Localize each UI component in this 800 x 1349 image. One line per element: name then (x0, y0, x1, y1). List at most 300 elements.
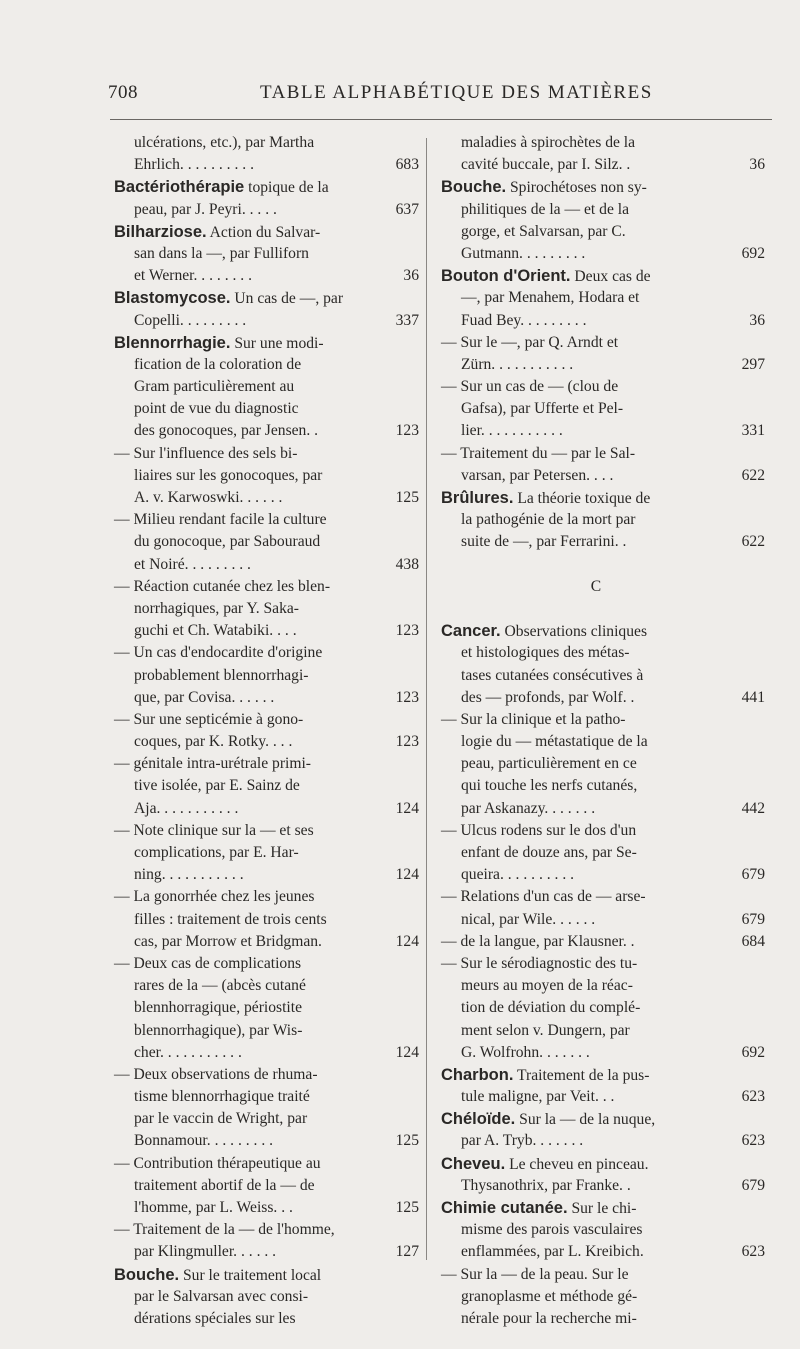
index-line (114, 953, 404, 975)
entry-body: — Ulcus rodens sur le dos d'un (441, 821, 637, 839)
index-line (114, 687, 419, 709)
entry-body: Sur le traitement local (179, 1266, 322, 1284)
entry-body: tive isolée, par E. Sainz de (134, 777, 300, 795)
index-line (114, 199, 419, 221)
entry-body: La théorie toxique de (513, 490, 651, 507)
entry-text (114, 886, 314, 908)
page-reference: 125 (395, 1132, 419, 1150)
column-divider (426, 138, 427, 1260)
entry-text (134, 687, 274, 709)
entry-body: l'homme, par L. Weiss. . . (134, 1199, 293, 1216)
entry-body: — génitale intra-urétrale primi- (114, 755, 312, 773)
left-column (114, 132, 419, 1330)
entry-body: et histologiques des métas- (461, 644, 630, 662)
index-line (441, 1153, 751, 1175)
entry-text (134, 465, 322, 487)
entry-text (134, 199, 277, 221)
index-line (114, 864, 419, 886)
page-header (0, 82, 800, 112)
entry-text (114, 753, 311, 775)
index-line (114, 1086, 404, 1108)
entry-body: Bonnamour. . . . . . . . . (134, 1132, 274, 1150)
entry-heading: Bouche. (114, 1265, 180, 1284)
index-line (441, 864, 765, 886)
entry-body: coques, par K. Rotky. . . . (134, 733, 293, 751)
page-reference: 337 (395, 311, 419, 329)
entry-text (441, 931, 635, 953)
entry-body: philitiques de la — et de la (461, 200, 630, 218)
entry-heading: Chéloïde. (441, 1110, 516, 1129)
entry-body: ment selon v. Dungern, par (461, 1021, 630, 1039)
entry-text (461, 132, 635, 154)
entry-text (461, 243, 585, 265)
index-line (114, 1286, 404, 1308)
index-line (441, 376, 751, 398)
entry-body: Gafsa), par Ufferte et Pel- (461, 400, 624, 418)
index-line (114, 487, 419, 509)
index-line (441, 487, 751, 509)
index-line (441, 620, 751, 642)
entry-text (114, 709, 303, 731)
index-line (441, 221, 751, 243)
page-reference: 123 (395, 733, 419, 751)
entry-text (441, 1264, 629, 1286)
entry-text (114, 1264, 321, 1287)
index-line (114, 709, 404, 731)
entry-heading: Bouche. (441, 178, 507, 197)
entry-body: nical, par Wile. . . . . . (461, 910, 596, 928)
entry-body: san dans la —, par Fulliforn (134, 244, 309, 262)
index-line (114, 997, 404, 1019)
entry-text (114, 820, 314, 842)
entry-body: — de la langue, par Klausner. . (441, 932, 635, 950)
index-line (114, 975, 404, 997)
entry-text (441, 376, 618, 398)
entry-body: nérale pour la recherche mi- (461, 1309, 637, 1327)
index-line (114, 420, 419, 442)
entry-body: Sur une modi- (230, 334, 324, 352)
entry-body: — Un cas d'endocardite d'origine (114, 644, 323, 662)
entry-body: topique de la (244, 179, 329, 197)
entry-body: suite de —, par Ferrarini. . (461, 533, 627, 551)
entry-text (441, 176, 647, 199)
entry-text (134, 775, 300, 797)
page-reference: 679 (741, 1176, 765, 1194)
index-line (441, 443, 751, 465)
index-line (441, 354, 765, 376)
index-line (441, 709, 751, 731)
entry-text (134, 598, 299, 620)
index-line (441, 1241, 765, 1263)
page-reference: 623 (741, 1132, 765, 1150)
entry-body: — Sur l'influence des sels bi- (114, 444, 298, 462)
index-line (114, 1308, 404, 1330)
index-line (441, 1308, 751, 1330)
index-line (441, 576, 751, 598)
entry-text (114, 332, 324, 355)
entry-text (461, 287, 639, 309)
page-reference: 36 (749, 311, 765, 329)
entry-body: logie du — métastatique de la (461, 733, 648, 751)
entry-body: Spirochétoses non sy- (506, 179, 647, 197)
entry-text (134, 354, 301, 376)
index-line (114, 287, 404, 309)
index-line (114, 775, 404, 797)
index-line (441, 775, 751, 797)
entry-text (134, 554, 251, 576)
index-line (441, 642, 751, 664)
entry-text (461, 975, 633, 997)
index-line (441, 1286, 751, 1308)
index-line (114, 753, 404, 775)
entry-text (134, 620, 297, 642)
index-line (441, 731, 751, 753)
entry-heading: Blennorrhagie. (114, 333, 231, 352)
entry-text (461, 687, 634, 709)
entry-text (461, 420, 563, 442)
index-line (441, 798, 765, 820)
index-line (114, 909, 404, 931)
entry-body: ning. . . . . . . . . . . (134, 866, 244, 884)
entry-body: la pathogénie de la mort par (461, 511, 636, 529)
index-line (114, 598, 404, 620)
page-reference: 36 (403, 267, 419, 285)
entry-body: par Askanazy. . . . . . . (461, 799, 596, 817)
index-line (441, 1064, 751, 1086)
page-reference: 637 (395, 200, 419, 218)
entry-text (441, 886, 646, 908)
entry-body: — Sur la — de la peau. Sur le (441, 1265, 629, 1283)
page-reference: 127 (395, 1243, 419, 1261)
entry-text (461, 1042, 590, 1064)
entry-heading: Cheveu. (441, 1154, 506, 1173)
index-line (114, 376, 404, 398)
page-reference: 692 (741, 1043, 765, 1061)
index-line (114, 931, 419, 953)
entry-body: — Note clinique sur la — et ses (114, 821, 314, 839)
entry-body: filles : traitement de trois cents (134, 910, 327, 928)
index-line (114, 1241, 419, 1263)
entry-body: granoplasme et méthode gé- (461, 1287, 638, 1305)
entry-body: — Sur un cas de — (clou de (441, 378, 619, 396)
entry-body: des gonocoques, par Jensen. . (134, 422, 319, 440)
entry-text (114, 176, 329, 199)
index-line (441, 1175, 765, 1197)
index-line (441, 287, 751, 309)
index-line (441, 753, 751, 775)
entry-body: — Relations d'un cas de — arse- (441, 888, 646, 906)
index-line (114, 665, 404, 687)
entry-text (134, 997, 302, 1019)
index-line (441, 531, 765, 553)
entry-text (114, 1153, 321, 1175)
entry-body: maladies à spirochètes de la (461, 134, 636, 151)
index-line (441, 1130, 765, 1152)
index-line (441, 398, 751, 420)
index-line (441, 820, 751, 842)
entry-text (461, 1219, 642, 1241)
entry-body: C (590, 577, 602, 595)
entry-body: blennhorragique, périostite (134, 999, 303, 1017)
entry-body: tion de déviation du complé- (461, 999, 641, 1017)
entry-text (461, 642, 629, 664)
index-line (114, 509, 404, 531)
entry-text (441, 820, 636, 842)
entry-body: par le vaccin de Wright, par (134, 1110, 308, 1128)
index-line (114, 398, 404, 420)
entry-text (441, 1197, 636, 1220)
entry-body: — Sur le sérodiagnostic des tu- (441, 954, 638, 972)
entry-text (134, 1286, 308, 1308)
page-reference: 438 (395, 555, 419, 573)
page-reference: 442 (741, 799, 765, 817)
entry-body: du gonocoque, par Sabouraud (134, 533, 321, 551)
entry-text (134, 420, 318, 442)
page-reference: 123 (395, 688, 419, 706)
entry-body: gorge, et Salvarsan, par C. (461, 222, 626, 240)
index-line (441, 420, 765, 442)
index-line (114, 642, 404, 664)
entry-text (134, 487, 282, 509)
entry-heading: Bouton d'Orient. (441, 267, 571, 286)
index-line (114, 354, 404, 376)
entry-body: liaires sur les gonocoques, par (134, 466, 323, 484)
entry-text (134, 798, 238, 820)
entry-body: guchi et Ch. Watabiki. . . . (134, 622, 297, 640)
entry-heading: Blastomycose. (114, 289, 231, 308)
entry-text (114, 443, 297, 465)
index-line (441, 509, 751, 531)
index-line (441, 886, 751, 908)
entry-text (461, 842, 637, 864)
index-line (441, 1264, 751, 1286)
entry-body: Ehrlich. . . . . . . . . . (134, 156, 254, 174)
page-reference: 124 (395, 1043, 419, 1061)
entry-text (441, 576, 751, 598)
entry-text (134, 398, 299, 420)
entry-text (461, 199, 629, 221)
entry-body: G. Wolfrohn. . . . . . . (461, 1043, 590, 1061)
entry-text (461, 997, 640, 1019)
entry-body: dérations spéciales sur les (134, 1309, 296, 1327)
entry-text (461, 864, 574, 886)
page-reference: 683 (395, 156, 419, 174)
entry-body: enflammées, par L. Kreibich. (461, 1243, 644, 1261)
page-reference: 692 (741, 244, 765, 262)
entry-text (134, 531, 320, 553)
index-line (441, 687, 765, 709)
index-line (114, 1153, 404, 1175)
entry-body: par le Salvarsan avec consi- (134, 1287, 309, 1305)
entry-text (114, 1219, 335, 1241)
index-line (441, 1197, 751, 1219)
index-line (114, 1108, 404, 1130)
entry-text (461, 354, 573, 376)
index-line (114, 886, 404, 908)
entry-body: tule maligne, par Veit. . . (461, 1088, 615, 1106)
entry-body: Traitement de la pus- (513, 1066, 650, 1084)
entry-body: cavité buccale, par I. Silz. . (461, 156, 631, 174)
entry-text (441, 709, 625, 731)
index-line (114, 576, 404, 598)
index-line (441, 176, 751, 198)
entry-text (461, 798, 595, 820)
index-line (114, 1264, 404, 1286)
page-reference: 123 (395, 422, 419, 440)
entry-text (461, 310, 586, 332)
index-line (441, 154, 765, 176)
entry-body: rares de la — (abcès cutané (134, 977, 306, 995)
entry-body: — Traitement de la — de l'homme, (114, 1221, 335, 1239)
index-line (441, 598, 751, 620)
entry-body: Action du Salvar- (206, 223, 321, 241)
index-line (114, 1219, 404, 1241)
index-line (441, 1219, 751, 1241)
index-line (441, 975, 751, 997)
entry-body: que, par Covisa. . . . . . (134, 688, 275, 706)
entry-heading: Brûlures. (441, 489, 514, 507)
entry-text (461, 753, 637, 775)
page-reference: 36 (749, 156, 765, 174)
entry-text (134, 842, 299, 864)
entry-body: tisme blennorrhagique traité (134, 1088, 310, 1106)
entry-text (134, 154, 254, 176)
page-reference: 124 (395, 866, 419, 884)
entry-text (134, 1130, 273, 1152)
page-reference: 125 (395, 489, 419, 506)
index-line (441, 842, 751, 864)
entry-body: —, par Menahem, Hodara et (461, 289, 640, 307)
index-line (114, 176, 404, 198)
index-line (114, 554, 419, 576)
entry-text (461, 1020, 630, 1042)
page-reference: 124 (395, 799, 419, 817)
entry-body: — Sur la clinique et la patho- (441, 710, 626, 728)
index-line (441, 332, 751, 354)
entry-text (114, 953, 301, 975)
index-line (441, 931, 765, 953)
index-line (441, 953, 751, 975)
entry-text (134, 1086, 310, 1108)
entry-text (461, 154, 630, 176)
entry-heading: Chimie cutanée. (441, 1199, 568, 1217)
entry-body: qui touche les nerfs cutanés, (461, 777, 638, 795)
index-line (441, 909, 765, 931)
index-line (114, 332, 404, 354)
entry-text (461, 509, 636, 531)
entry-text (441, 1064, 649, 1087)
entry-text (461, 1286, 637, 1308)
entry-text (461, 531, 626, 553)
entry-body: ulcérations, etc.), par Martha (134, 134, 315, 151)
entry-body: par Klingmuller. . . . . . (134, 1243, 277, 1261)
entry-body: Copelli. . . . . . . . . (134, 311, 247, 329)
entry-body: traitement abortif de la — de (134, 1176, 315, 1194)
entry-body: — Sur le —, par Q. Arndt et (441, 333, 619, 351)
entry-body: queira. . . . . . . . . . (461, 866, 575, 884)
entry-body: cher. . . . . . . . . . . (134, 1043, 242, 1061)
entry-body: — Deux observations de rhuma- (114, 1065, 318, 1083)
page-reference: 622 (741, 533, 765, 551)
entry-body: Zürn. . . . . . . . . . . (461, 355, 574, 373)
entry-body: Observations cliniques (500, 623, 648, 641)
index-line (114, 443, 404, 465)
entry-text (134, 665, 309, 687)
right-column (441, 132, 765, 1330)
index-line (441, 132, 751, 154)
running-title: TABLE ALPHABÉTIQUE DES MATIÈRES (260, 82, 653, 103)
entry-body: meurs au moyen de la réac- (461, 977, 633, 995)
entry-text (461, 398, 623, 420)
entry-body: — Traitement du — par le Sal- (441, 444, 636, 462)
entry-text (441, 487, 650, 510)
entry-heading: Bilharziose. (114, 222, 207, 241)
entry-body: misme des parois vasculaires (461, 1221, 643, 1239)
entry-body: cas, par Morrow et Bridgman. (134, 932, 322, 950)
entry-text (114, 1064, 318, 1086)
entry-text (134, 909, 327, 931)
index-line (441, 554, 751, 576)
entry-body: — Deux cas de complications (114, 954, 302, 972)
entry-body: Deux cas de (570, 268, 651, 286)
index-line (114, 310, 419, 332)
entry-body: Sur le chi- (567, 1200, 637, 1217)
index-line (114, 731, 419, 753)
entry-body: varsan, par Petersen. . . . (461, 466, 614, 484)
entry-body: et Werner. . . . . . . . (134, 267, 252, 285)
entry-text (461, 221, 626, 243)
entry-text (461, 731, 648, 753)
index-line (114, 820, 404, 842)
entry-body: des — profonds, par Wolf. . (461, 688, 635, 706)
entry-text (461, 909, 595, 931)
entry-body: norrhagiques, par Y. Saka- (134, 599, 299, 617)
index-line (114, 798, 419, 820)
entry-text (441, 620, 647, 643)
index-line (441, 465, 765, 487)
entry-body: Le cheveu en pinceau. (505, 1155, 649, 1173)
entry-text (134, 731, 292, 753)
index-line (114, 1020, 404, 1042)
entry-text (461, 1086, 614, 1108)
entry-text (114, 287, 343, 310)
page-reference: 679 (741, 866, 765, 884)
page-reference: 123 (395, 622, 419, 640)
entry-body: fication de la coloration de (134, 355, 302, 373)
entry-text (134, 132, 314, 154)
index-line (441, 1020, 751, 1042)
index-line (441, 199, 751, 221)
entry-body: — La gonorrhée chez les jeunes (114, 888, 315, 906)
entry-text (114, 576, 330, 598)
index-line (441, 243, 765, 265)
page-reference: 124 (395, 932, 419, 950)
entry-text (461, 1130, 583, 1152)
entry-text (441, 1108, 655, 1131)
entry-body: Thysanothrix, par Franke. . (461, 1176, 631, 1194)
entry-text (114, 509, 327, 531)
entry-text (461, 665, 643, 687)
entry-text (134, 975, 306, 997)
page-number: 708 (108, 82, 138, 103)
page-reference: 622 (741, 466, 765, 484)
entry-text (461, 1241, 644, 1263)
header-rule (110, 119, 772, 120)
index-line (441, 265, 751, 287)
entry-text (134, 265, 252, 287)
entry-text (134, 864, 244, 886)
entry-heading: Cancer. (441, 622, 501, 641)
